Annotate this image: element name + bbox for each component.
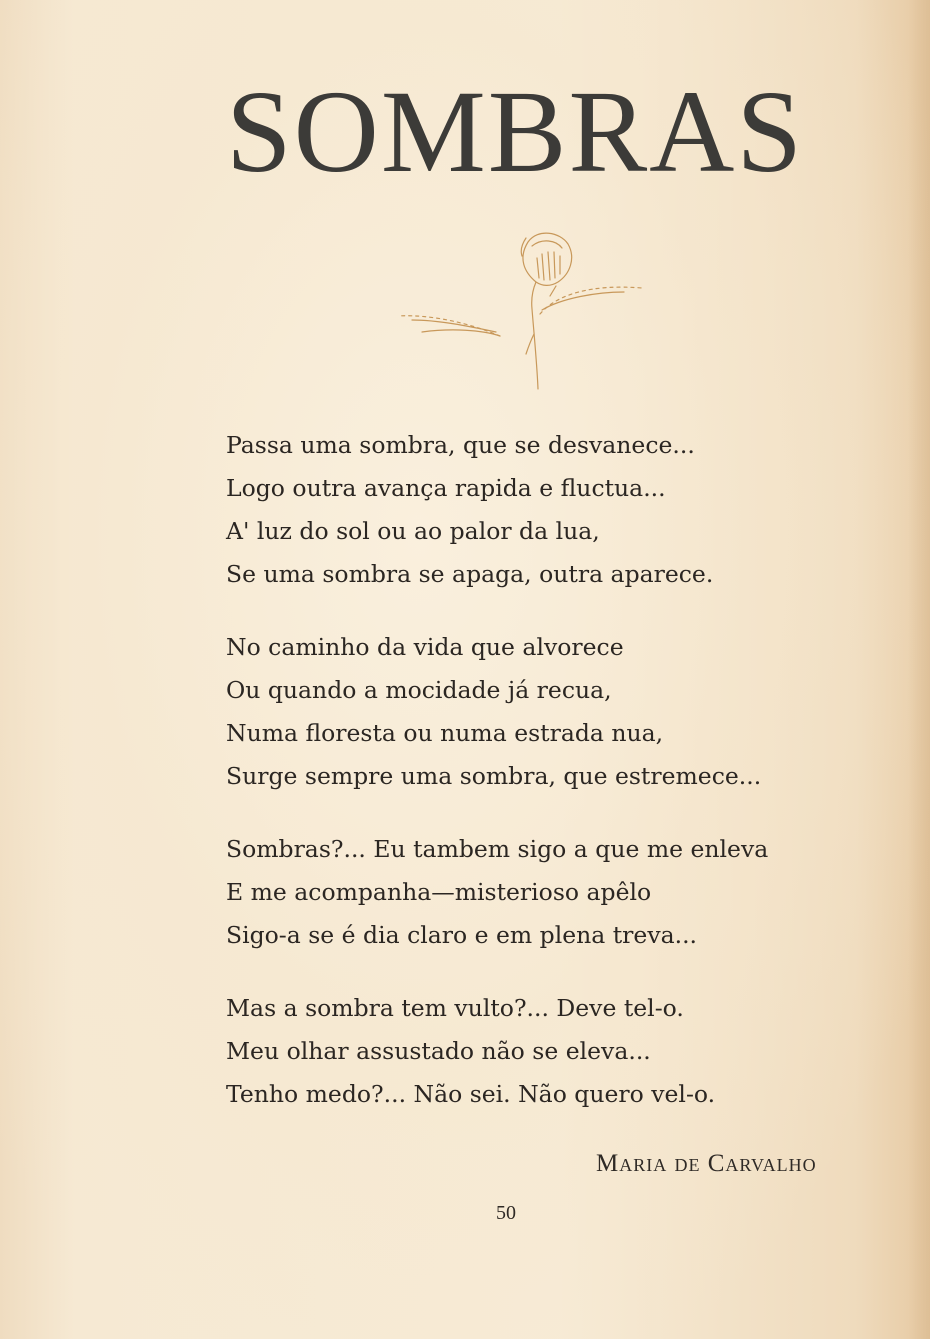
poem-line: Sombras?... Eu tambem sigo a que me enleva xyxy=(226,835,769,863)
author-signature: Maria de Carvalho xyxy=(596,1150,817,1177)
flower-sketch-icon xyxy=(392,214,652,394)
stanza-2 xyxy=(226,626,846,798)
poem-line: Passa uma sombra, que se desvanece... xyxy=(226,431,695,459)
stanza-1 xyxy=(226,424,846,596)
poem-line: A' luz do sol ou ao palor da lua, xyxy=(226,517,600,545)
poem-line: Numa floresta ou numa estrada nua, xyxy=(226,719,664,747)
page-number: 50 xyxy=(496,1202,516,1224)
stanza-4 xyxy=(226,987,846,1116)
poem-body xyxy=(226,424,846,1146)
poem-line: Tenho medo?... Não sei. Não quero vel-o. xyxy=(226,1080,716,1108)
poem-line: No caminho da vida que alvorece xyxy=(226,633,624,661)
poem-line: Ou quando a mocidade já recua, xyxy=(226,676,612,704)
stanza-3 xyxy=(226,828,846,957)
poem-line: Sigo-a se é dia claro e em plena treva... xyxy=(226,921,698,949)
poem-line: E me acompanha—misterioso apêlo xyxy=(226,878,652,906)
poem-line: Mas a sombra tem vulto?... Deve tel-o. xyxy=(226,994,684,1022)
poem-title: SOMBRAS xyxy=(226,66,805,197)
poem-line: Se uma sombra se apaga, outra aparece. xyxy=(226,560,714,588)
poem-line: Meu olhar assustado não se eleva... xyxy=(226,1037,651,1065)
poem-line: Logo outra avança rapida e fluctua... xyxy=(226,474,666,502)
poem-line: Surge sempre uma sombra, que estremece... xyxy=(226,762,762,790)
